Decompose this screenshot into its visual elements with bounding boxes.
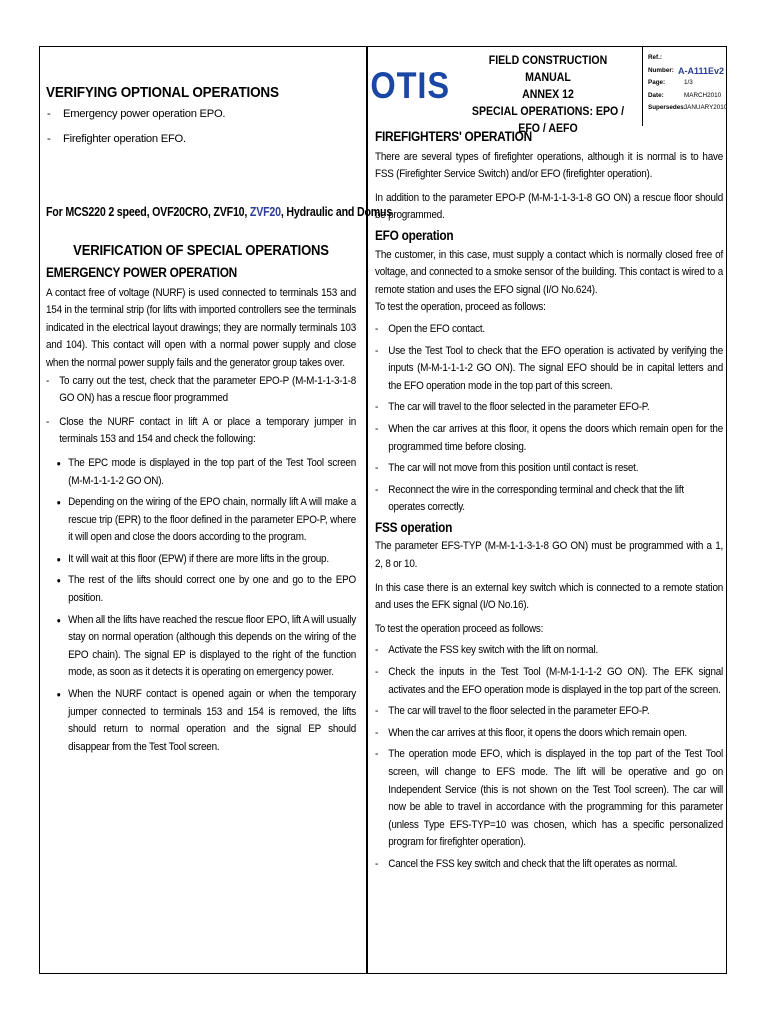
- models-prefix: For MCS220 2 speed, OVF20CRO, ZVF10,: [46, 203, 250, 219]
- epo-title: EMERGENCY POWER OPERATION: [46, 264, 237, 280]
- epo-bullet-1: ● The EPC mode is displayed in the top part of the Test Tool screen (M-M-1-1-1-2 GO ON).: [46, 455, 356, 490]
- otis-logo: [366, 46, 455, 126]
- document-header-title: [455, 52, 641, 137]
- epo-bullet-6: ● When the NURF contact is opened again or when the temporary jumper connected to terminals 153 and 154 is removed, the lifts should return to normal operation and the signal EP should disappear from the Test Tool screen.: [46, 686, 356, 756]
- efo-paragraph: The customer, in this case, must supply a contact which is normally closed free of voltage, and connected to a smoke sensor of the building. This contact is wired to a remote station and uses the EFO signal (I/O No.624).: [375, 248, 724, 296]
- efo-test-intro: To test the operation, proceed as follows:: [375, 301, 546, 314]
- fss-paragraph-1: The parameter EFS-TYP (M-M-1-1-3-1-8 GO ON) must be programmed with a 1, 2, 8 or 10.: [375, 540, 724, 571]
- document-meta: [648, 52, 728, 115]
- epo-bullet-5: ● When all the lifts have reached the rescue floor EPO, lift A will usually stay on normal operation (although this depends on the wiring of the EPO chain). The signal EP is displayed to the right of the function mode, as soon as it detects it is operating on emergency power.: [46, 612, 356, 682]
- efo-step-4: - When the car arrives at this floor, it opens the doors which remain open for the programmed time before closing.: [375, 421, 723, 456]
- right-column: [375, 128, 723, 874]
- left-column: [46, 84, 393, 756]
- efo-title: EFO operation: [375, 227, 454, 243]
- ff-paragraph-1: There are several types of firefighter operations, although it is normal is to have FSS (Firefighter Service Switch) and/or EFO (firefighter operation).: [375, 150, 724, 181]
- intro-item-efo: - Firefighter operation EFO.: [47, 131, 356, 149]
- fss-step-6: - Cancel the FSS key switch and check that the lift operates as normal.: [375, 856, 723, 874]
- efo-step-3: - The car will travel to the floor selected in the parameter EFO-P.: [375, 399, 723, 417]
- page-value: 1/3: [684, 79, 693, 86]
- efo-step-6: - Reconnect the wire in the corresponding terminal and check that the lift operates correctly.: [375, 482, 723, 517]
- fss-step-3: - The car will travel to the floor selected in the parameter EFO-P.: [375, 703, 723, 721]
- efo-step-5: - The car will not move from this position until contact is reset.: [375, 460, 723, 478]
- header-title-line2: ANNEX 12: [522, 87, 574, 101]
- fss-test-intro: To test the operation proceed as follows:: [375, 622, 544, 635]
- verifying-title: VERIFYING OPTIONAL OPERATIONS: [46, 84, 279, 101]
- firefighters-title: FIREFIGHTERS' OPERATION: [375, 129, 532, 144]
- verification-title: VERIFICATION OF SPECIAL OPERATIONS: [73, 243, 329, 260]
- epo-step-1: - To carry out the test, check that the parameter EPO-P (M-M-1-1-3-1-8 GO ON) has a rescue floor programmed: [46, 373, 356, 408]
- fss-step-1: - Activate the FSS key switch with the lift on normal.: [375, 642, 723, 660]
- fss-step-5: - The operation mode EFO, which is displayed in the top part of the Test Tool screen, will change to EFS mode. The lift will be operative and go on Independent Service (this is not shown on the Test Tool screen). The car will now be able to travel in accordance with the programming for this parameter (unless Type EFS-TYP=10 was chosen, which has a specific personalized program for firefighter operation).: [375, 746, 723, 852]
- column-divider: [366, 46, 368, 974]
- ref-label: Ref.:: [648, 54, 662, 61]
- fss-step-2: - Check the inputs in the Test Tool (M-M-1-1-1-2 GO ON). The EFK signal activates and the EFO operation mode is displayed in the top part of the screen.: [375, 664, 723, 699]
- document-meta-box: [642, 46, 727, 126]
- epo-bullet-2: ● Depending on the wiring of the EPO chain, normally lift A will make a rescue trip (EPR) to the floor defined in the parameter EPO-P, where it will open and close the doors according to the program.: [46, 494, 356, 547]
- header-title-line1: FIELD CONSTRUCTION MANUAL: [488, 53, 608, 84]
- efo-step-2: - Use the Test Tool to check that the EFO operation is activated by verifying the inputs (M-M-1-1-1-2 GO ON). The signal EFO should be in capital letters and the EFO operation mode in the top part of this screen.: [375, 343, 723, 396]
- supersedes-value: JANUARY2010: [684, 104, 728, 111]
- models-suffix: , Hydraulic and Domus: [280, 203, 393, 219]
- epo-bullet-3: ● It will wait at this floor (EPW) if there are more lifts in the group.: [46, 551, 356, 569]
- efo-step-1: - Open the EFO contact.: [375, 321, 723, 339]
- number-label: Number:: [648, 66, 674, 74]
- models-line: [46, 203, 393, 221]
- supersedes-label: Supersedes:: [648, 104, 686, 111]
- fss-paragraph-2: In this case there is an external key switch which is connected to a remote station and uses the EFK signal (I/O No.16).: [375, 581, 724, 612]
- epo-bullet-4: ● The rest of the lifts should correct one by one and go to the EPO position.: [46, 572, 356, 607]
- fss-title: FSS operation: [375, 519, 453, 535]
- epo-paragraph: A contact free of voltage (NURF) is used connected to terminals 153 and 154 in the terminal strip (for lifts with imported controllers see the terminals indicated in the electrical layout drawings; they are normally terminals 103 and 104). This contact will open with a normal power supply and close when the normal power supply fails and the generator group takes over.: [46, 286, 357, 369]
- date-value: MARCH2010: [684, 91, 722, 99]
- date-label: Date:: [648, 91, 664, 99]
- logo-text: OTIS: [370, 65, 451, 106]
- ff-paragraph-2: In addition to the parameter EPO-P (M-M-1-1-3-1-8 GO ON) a rescue floor should be programmed.: [375, 191, 724, 222]
- models-highlight: ZVF20: [249, 203, 281, 219]
- header-title-line3: SPECIAL OPERATIONS: EPO / EFO / AEFO: [471, 104, 625, 135]
- page-label: Page:: [648, 79, 666, 86]
- intro-item-epo: - Emergency power operation EPO.: [47, 106, 356, 124]
- intro-list: [46, 106, 356, 149]
- number-value: A-A111Ev2: [678, 65, 725, 76]
- fss-step-4: - When the car arrives at this floor, it opens the doors which remain open.: [375, 725, 723, 743]
- epo-step-2: - Close the NURF contact in lift A or place a temporary jumper in terminals 153 and 154 and check the following:: [46, 414, 356, 449]
